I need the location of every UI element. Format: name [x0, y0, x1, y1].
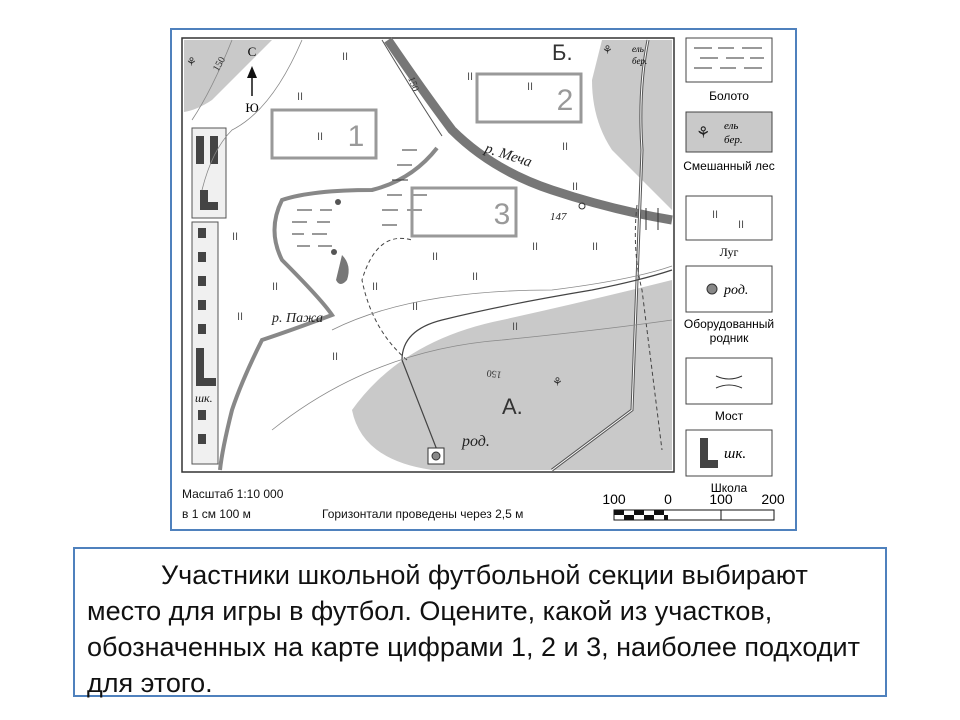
river-pazha-label: р. Пажа — [272, 311, 323, 326]
svg-text:II: II — [467, 71, 474, 83]
spring-icon — [331, 249, 337, 255]
svg-text:II: II — [738, 219, 745, 231]
svg-text:100: 100 — [602, 491, 626, 507]
legend-label-forest: Смешанный лес — [683, 159, 775, 173]
svg-text:II: II — [342, 51, 349, 63]
svg-text:II: II — [332, 351, 339, 363]
svg-text:0: 0 — [664, 491, 672, 507]
svg-text:II: II — [272, 281, 279, 293]
svg-text:II: II — [532, 241, 539, 253]
meadow-icon: II — [712, 209, 719, 221]
scale-text-1: Масштаб 1:10 000 — [182, 487, 284, 501]
scale-text-2: в 1 см 100 м — [182, 507, 251, 521]
contour-interval: Горизонтали проведены через 2,5 м — [322, 507, 524, 521]
map-frame — [170, 28, 797, 531]
question-box — [73, 547, 887, 697]
legend-label-spring-2: родник — [709, 331, 749, 345]
forest-label-1: ель — [632, 44, 644, 54]
spring-icon — [707, 284, 717, 294]
legend-spring-inner: род. — [724, 283, 749, 298]
legend-label-meadow: Луг — [719, 245, 739, 259]
height-mark: 147 — [550, 211, 567, 223]
place-a: А. — [502, 394, 523, 419]
svg-text:II: II — [232, 231, 239, 243]
contour-label: 150 — [405, 75, 421, 94]
scale-bar — [602, 491, 785, 520]
compass-north: С — [247, 44, 257, 59]
question-text: Участники школьной футбольной секции выбирают место для игры в футбол. Оцените, какой из участков, обозначенных на карте цифрами 1, 2 и 3, наиболее подходит для этого. — [87, 560, 860, 698]
svg-text:II: II — [512, 321, 519, 333]
plot-1-number: 1 — [347, 120, 365, 153]
svg-text:II: II — [297, 91, 304, 103]
legend-swatch-swamp — [686, 38, 772, 82]
legend-forest-inner-1: ель — [724, 120, 739, 132]
svg-text:II: II — [432, 251, 439, 263]
legend — [683, 38, 774, 495]
forest-label-2: бер. — [632, 56, 648, 66]
svg-text:⚘: ⚘ — [602, 43, 613, 57]
plot-3-number: 3 — [493, 198, 511, 231]
legend-label-bridge: Мост — [714, 409, 744, 423]
contour-label: 150 — [211, 55, 229, 74]
tree-icon: ⚘ — [696, 125, 711, 142]
svg-text:II: II — [562, 141, 569, 153]
svg-text:II: II — [472, 271, 479, 283]
svg-text:200: 200 — [761, 491, 785, 507]
spring-icon — [335, 199, 341, 205]
river-mecha-label: р. Меча — [482, 140, 534, 171]
legend-school-inner: шк. — [724, 446, 747, 462]
contour-label: 150 — [486, 366, 503, 380]
legend-swatch-meadow — [686, 196, 772, 240]
legend-forest-inner-2: бер. — [724, 134, 743, 146]
spring-icon — [428, 448, 444, 464]
place-b: Б. — [552, 40, 573, 65]
school-label: шк. — [195, 391, 213, 405]
legend-swatch-bridge — [686, 358, 772, 404]
svg-text:100: 100 — [709, 491, 733, 507]
topographic-map — [172, 30, 795, 529]
legend-label-spring-1: Оборудованный — [683, 317, 775, 331]
legend-label-school: Школа — [710, 481, 748, 495]
legend-label-swamp: Болото — [709, 89, 749, 103]
svg-text:II: II — [412, 301, 419, 313]
svg-text:II: II — [237, 311, 244, 323]
plot-2-number: 2 — [556, 84, 574, 117]
svg-text:⚘: ⚘ — [552, 375, 563, 389]
svg-text:II: II — [372, 281, 379, 293]
spring-label: род. — [462, 433, 490, 450]
svg-text:II: II — [592, 241, 599, 253]
svg-text:II: II — [572, 181, 579, 193]
svg-text:II: II — [317, 131, 324, 143]
svg-text:II: II — [527, 81, 534, 93]
svg-text:⚘: ⚘ — [186, 55, 197, 69]
compass-south: Ю — [245, 100, 259, 115]
